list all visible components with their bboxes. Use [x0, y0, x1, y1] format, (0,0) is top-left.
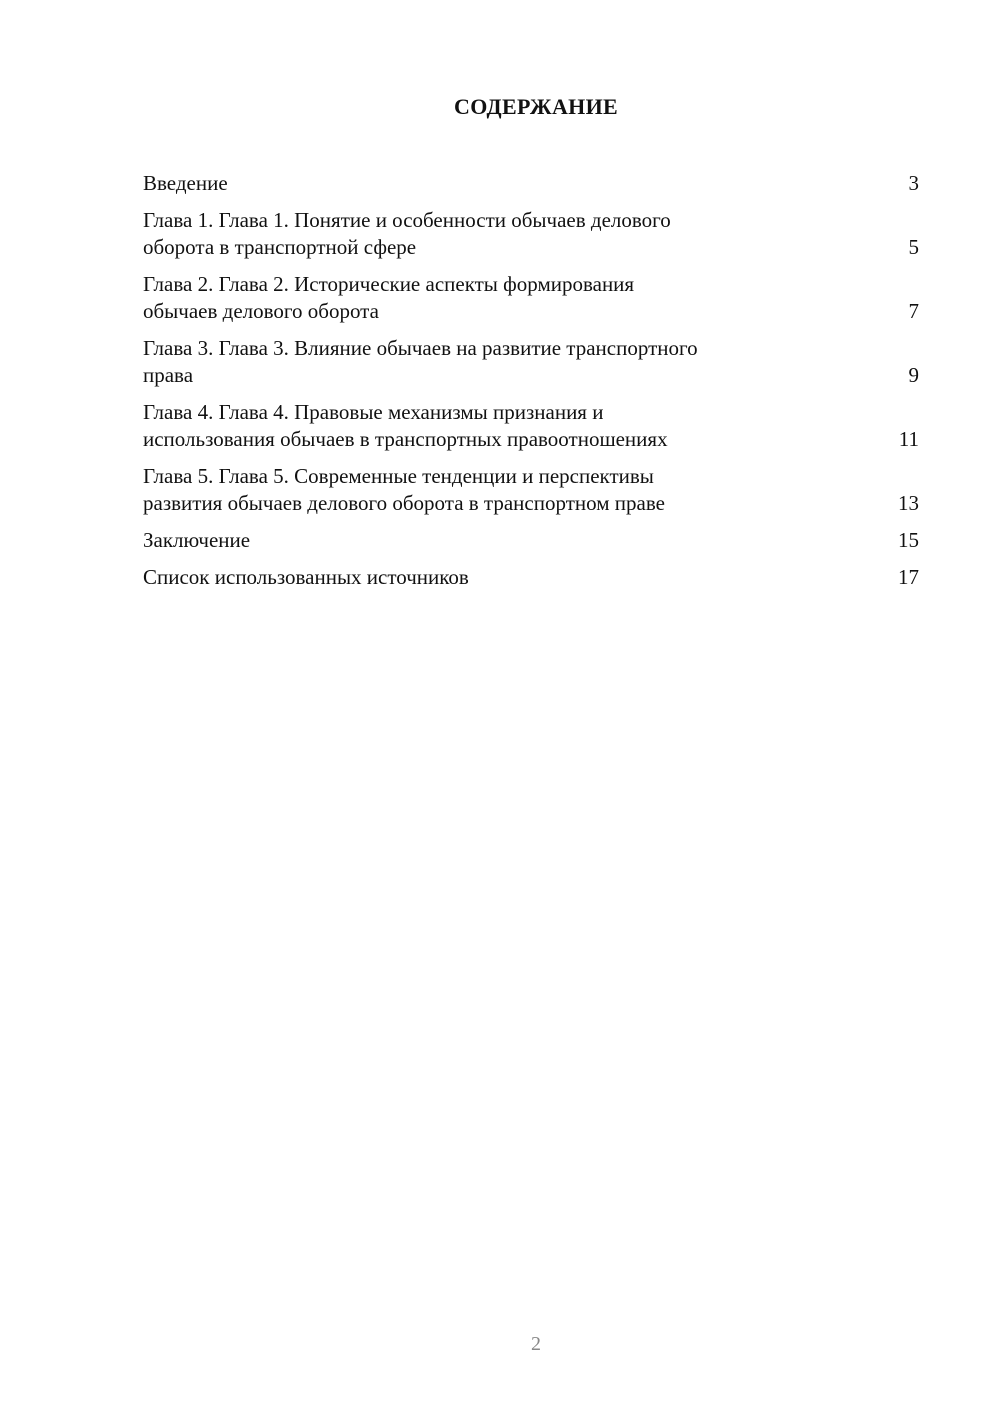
toc-entry-page: 9	[908, 363, 919, 387]
toc-entry-line: оборота в транспортной сфере	[143, 235, 417, 259]
toc-entry-page: 13	[898, 491, 919, 515]
toc-entry-introduction	[143, 170, 919, 197]
toc-entry-page: 15	[898, 528, 919, 552]
toc-entry-chapter-1	[143, 207, 919, 261]
toc-entry-line: Введение	[143, 171, 228, 195]
toc-title: СОДЕРЖАНИЕ	[454, 94, 618, 119]
toc-entry-page: 3	[908, 171, 919, 195]
toc-entry-line: развития обычаев делового оборота в транспортном праве	[143, 491, 665, 515]
toc-entry-chapter-5	[143, 463, 919, 517]
toc-entry-page: 7	[908, 299, 919, 323]
toc-entry-line: Глава 1. Глава 1. Понятие и особенности обычаев делового	[143, 208, 671, 232]
toc-entry-line: обычаев делового оборота	[143, 299, 379, 323]
toc-entry-label	[143, 399, 668, 453]
toc-entry-label	[143, 463, 665, 517]
toc-entry-label	[143, 335, 698, 389]
toc-entry-line: использования обычаев в транспортных правоотношениях	[143, 427, 668, 451]
toc-entry-line: Заключение	[143, 528, 251, 552]
toc-entry-label	[143, 170, 228, 197]
page-number: 2	[531, 1333, 541, 1355]
toc-entry-conclusion	[143, 527, 919, 554]
toc-entry-label	[143, 564, 469, 591]
toc-entry-chapter-2	[143, 271, 919, 325]
toc-entry-references	[143, 564, 919, 591]
toc-entry-chapter-3	[143, 335, 919, 389]
toc-entry-page: 17	[898, 565, 919, 589]
toc-entry-line: права	[143, 363, 194, 387]
toc-entry-page: 5	[908, 235, 919, 259]
toc-entry-line: Глава 2. Глава 2. Исторические аспекты формирования	[143, 272, 635, 296]
toc-entry-line: Глава 4. Глава 4. Правовые механизмы признания и	[143, 400, 604, 424]
toc-entry-line: Глава 3. Глава 3. Влияние обычаев на развитие транспортного	[143, 336, 698, 360]
toc-entry-label	[143, 271, 634, 325]
toc-entry-line: Глава 5. Глава 5. Современные тенденции и перспективы	[143, 464, 654, 488]
toc-entry-line: Список использованных источников	[143, 565, 469, 589]
toc-entry-chapter-4	[143, 399, 919, 453]
toc-entry-page: 11	[898, 427, 919, 451]
table-of-contents	[143, 170, 919, 601]
toc-entry-label	[143, 207, 671, 261]
toc-entry-label	[143, 527, 250, 554]
